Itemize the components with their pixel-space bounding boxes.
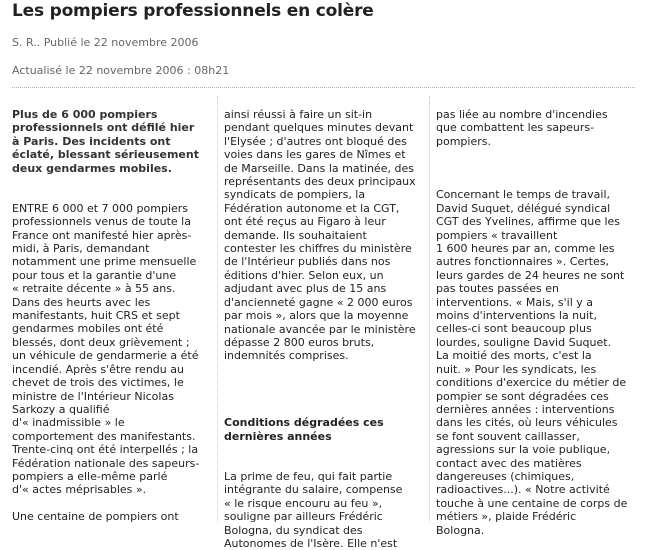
text-line: indemnités comprises. <box>224 349 349 363</box>
text-line: Fédération nationale des sapeurs- <box>12 456 200 470</box>
text-line: éditions d'hier. Selon eux, un <box>224 268 384 282</box>
text-line: métiers », plaide Frédéric <box>436 510 577 524</box>
article-title: Les pompiers professionnels en colère <box>12 1 374 21</box>
text-line: La prime de feu, qui fait partie <box>224 469 393 483</box>
lead-line: éclaté, blessant sérieusement <box>12 148 199 162</box>
text-line: professionnels venus de toute la <box>12 215 191 229</box>
text-line: Bologna, du syndicat des <box>224 523 363 537</box>
text-line: voies dans les gares de Nîmes et <box>224 148 406 162</box>
text-line: de l'Intérieur publiés dans nos <box>224 255 391 269</box>
subheading-line: dernières années <box>224 429 332 443</box>
column-3 <box>436 108 636 537</box>
text-line: pendant quelques minutes devant <box>224 121 414 135</box>
text-line: adjudant avec plus de 15 ans <box>224 282 387 296</box>
text-line: 1 600 heures par an, comme les <box>436 242 615 256</box>
text-line: David Suquet, délégué syndical <box>436 201 611 215</box>
column-divider <box>217 96 218 522</box>
lead-line: à Paris. Des incidents ont <box>12 134 171 148</box>
text-line: autres fonctionnaires ». Certes, <box>436 255 610 269</box>
text-line: conditions d'exercice du métier de <box>436 376 627 390</box>
body-paragraph <box>436 188 636 537</box>
text-line: dans les cités, où leurs véhicules <box>436 416 618 430</box>
text-line: pompier se sont dégradées ces <box>436 389 609 403</box>
text-line: La moitié des morts, c'est la <box>436 349 592 363</box>
section-subheading <box>224 416 422 443</box>
text-line: incendié. Après s'être rendu au <box>12 362 184 376</box>
text-line: gendarmes mobiles ont été <box>12 322 164 336</box>
text-line: « le risque encouru au feu », <box>224 496 383 510</box>
text-line: nationale avancée par le ministère <box>224 322 416 336</box>
text-line: France ont manifesté hier après- <box>12 228 192 242</box>
lead-line: deux gendarmes mobiles. <box>12 161 172 175</box>
text-line: représentants des deux principaux <box>224 175 416 189</box>
text-line: pompiers. <box>436 134 491 148</box>
text-line: interventions. « Mais, s'il y a <box>436 295 594 309</box>
text-line: pompiers « travaillent <box>436 228 558 242</box>
article-updated: Actualisé le 22 novembre 2006 : 08h21 <box>12 64 230 77</box>
text-line: d'« inadmissible » le <box>12 416 125 430</box>
subheading-line: Conditions dégradées ces <box>224 416 384 430</box>
text-line: dangereuses (chimiques, <box>436 469 575 483</box>
text-line: blessés, dont deux grièvement ; <box>12 335 190 349</box>
text-line: radioactives...). « Notre activité <box>436 483 610 497</box>
text-line: chevet de trois des victimes, le <box>12 376 184 390</box>
text-line: pour tous et la garantie d'une <box>12 268 177 282</box>
text-line: de Marseille. Dans la matinée, des <box>224 161 414 175</box>
text-line: dernières années : interventions <box>436 402 615 416</box>
article-lead <box>12 108 210 175</box>
text-line: touche à une centaine de corps de <box>436 496 628 510</box>
text-line: celles-ci sont beaucoup plus <box>436 322 592 336</box>
text-line: un véhicule de gendarmerie a été <box>12 349 199 363</box>
text-line: CGT des Yvelines, affirme que les <box>436 215 621 229</box>
text-line: pas liée au nombre d'incendies <box>436 108 608 121</box>
column-1 <box>12 108 210 524</box>
text-line: demande. Ils souhaitaient <box>224 228 367 242</box>
column-2 <box>224 108 422 550</box>
text-line: Une centaine de pompiers ont <box>12 510 179 524</box>
text-line: d'« actes méprisables ». <box>12 483 147 497</box>
text-line: contester les chiffres du ministère <box>224 242 412 256</box>
text-line: par mois », alors que la moyenne <box>224 309 409 323</box>
text-line: Autonomes de l'Isère. Elle n'est <box>224 536 398 550</box>
text-line: que combattent les sapeurs- <box>436 121 595 135</box>
text-line: syndicats de pompiers, la <box>224 188 366 202</box>
body-paragraph <box>224 108 422 363</box>
text-line: Dans des heurts avec les <box>12 295 151 309</box>
text-line: ont été reçus au Figaro à leur <box>224 215 386 229</box>
text-line: nuit. » Pour les syndicats, les <box>436 362 597 376</box>
text-line: Concernant le temps de travail, <box>436 188 611 202</box>
lead-line: Plus de 6 000 pompiers <box>12 108 158 121</box>
text-line: Fédération autonome et la CGT, <box>224 201 400 215</box>
article-byline: S. R.. Publié le 22 novembre 2006 <box>12 36 199 49</box>
text-line: leurs gardes de 24 heures ne sont <box>436 268 625 282</box>
text-line: Trente-cinq ont été interpellés ; la <box>12 443 199 457</box>
text-line: souligne par ailleurs Frédéric <box>224 510 383 524</box>
body-paragraph <box>224 470 422 550</box>
text-line: lourdes, souligne David Suquet. <box>436 335 612 349</box>
text-line: moins d'interventions la nuit, <box>436 309 597 323</box>
text-line: se font souvent caillasser, <box>436 429 580 443</box>
lead-line: professionnels ont défilé hier <box>12 121 195 135</box>
text-line: « retraite décente » à 55 ans. <box>12 282 176 296</box>
body-paragraph <box>12 202 210 497</box>
text-line: notamment une prime mensuelle <box>12 255 197 269</box>
text-line: pas toutes passées en <box>436 282 559 296</box>
text-line: l'Elysée ; d'autres ont bloqué des <box>224 134 407 148</box>
column-divider <box>429 96 430 522</box>
text-line: Bologna. <box>436 523 485 537</box>
text-line: midi, à Paris, demandant <box>12 242 150 256</box>
text-line: d'ancienneté gagne « 2 000 euros <box>224 295 413 309</box>
text-line: contact avec des matières <box>436 456 582 470</box>
header-divider <box>12 87 635 88</box>
text-line: ainsi réussi à faire un sit-in <box>224 108 373 121</box>
text-line: ministre de l'Intérieur Nicolas <box>12 389 174 403</box>
text-line: ENTRE 6 000 et 7 000 pompiers <box>12 201 189 215</box>
body-paragraph <box>436 108 636 148</box>
text-line: manifestants, huit CRS et sept <box>12 309 180 323</box>
text-line: comportement des manifestants. <box>12 429 196 443</box>
text-line: intégrante du salaire, compense <box>224 483 403 497</box>
text-line: agressions sur la voie publique, <box>436 443 611 457</box>
text-line: dépasse 2 800 euros bruts, <box>224 335 375 349</box>
text-line: pompiers a elle-même parlé <box>12 469 168 483</box>
text-line: Sarkozy a qualifié <box>12 402 110 416</box>
